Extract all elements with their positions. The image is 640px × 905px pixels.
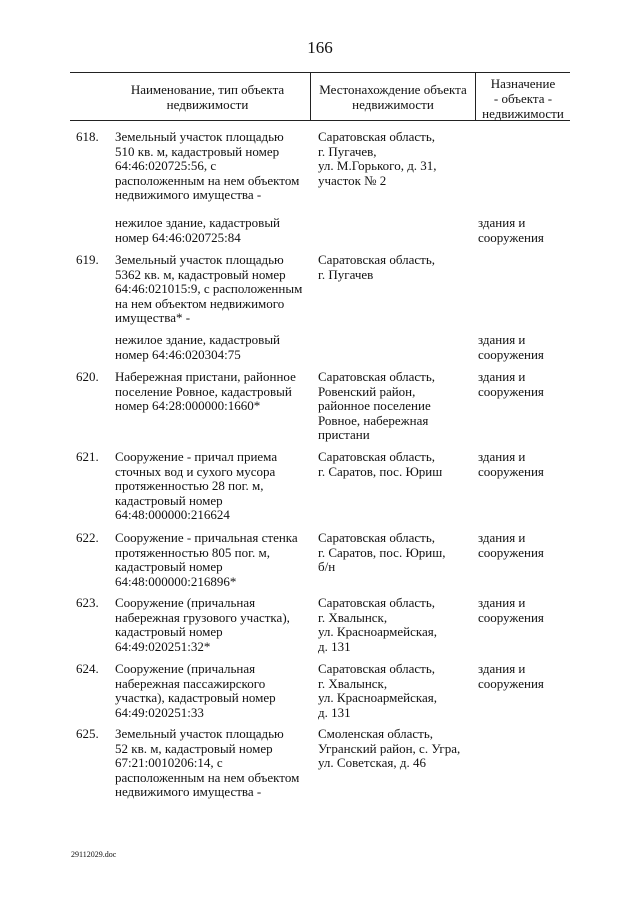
object-purpose: здания и сооружения: [478, 332, 544, 362]
object-location: Саратовская область, г. Пугачев: [318, 252, 436, 282]
header-location: Местонахождение объекта недвижимости: [319, 82, 467, 112]
object-location: Саратовская область, г. Пугачев, ул. М.Горького, д. 31, участок № 2: [318, 129, 437, 188]
header-name: Наименование, тип объекта недвижимости: [130, 82, 285, 112]
object-name: Набережная пристани, районное поселение Ровное, кадастровый номер 64:28:000000:1660*: [115, 369, 296, 413]
object-purpose: здания и сооружения: [478, 215, 544, 245]
row-number: 618.: [76, 129, 99, 144]
header-purpose: Назначение - объекта - недвижимости: [482, 76, 564, 121]
object-location: Саратовская область, г. Хвалынск, ул. Красноармейская, д. 131: [318, 595, 437, 654]
object-name: Сооружение - причал приема сточных вод и сухого мусора протяженностью 28 пог. м, кадастровый номер 64:48:000000:216624: [115, 449, 278, 522]
object-purpose: здания и сооружения: [478, 530, 544, 560]
object-purpose: здания и сооружения: [478, 661, 544, 691]
object-purpose: здания и сооружения: [478, 369, 544, 399]
object-name: Сооружение - причальная стенка протяженностью 805 пог. м, кадастровый номер 64:48:000000:216896*: [115, 530, 298, 589]
row-number: 624.: [76, 661, 99, 676]
row-number: 621.: [76, 449, 99, 464]
object-location: Саратовская область, г. Саратов, пос. Юриш: [318, 449, 443, 479]
row-number: 623.: [76, 595, 99, 610]
row-number: 625.: [76, 726, 99, 741]
object-purpose: здания и сооружения: [478, 449, 544, 479]
object-location: Смоленская область, Угранский район, с. Угра, ул. Советская, д. 46: [318, 726, 461, 770]
object-name: Земельный участок площадью 52 кв. м, кадастровый номер 67:21:0010206:14, с расположенным на нем объектом недвижимого имущества -: [115, 726, 300, 799]
page-number: 166: [307, 38, 333, 57]
footer-filename: 29112029.doc: [71, 850, 117, 859]
object-name: Земельный участок площадью 510 кв. м, кадастровый номер 64:46:020725:56, с расположенным на нем объектом недвижимого имущества -: [115, 129, 300, 202]
object-name: нежилое здание, кадастровый номер 64:46:020304:75: [115, 332, 281, 362]
row-number: 620.: [76, 369, 99, 384]
object-name: Сооружение (причальная набережная грузового участка), кадастровый номер 64:49:020251:32*: [115, 595, 290, 654]
object-name: Сооружение (причальная набережная пассажирского участка), кадастровый номер 64:49:020251:33: [115, 661, 276, 720]
object-location: Саратовская область, г. Хвалынск, ул. Красноармейская, д. 131: [318, 661, 437, 720]
object-purpose: здания и сооружения: [478, 595, 544, 625]
object-name: нежилое здание, кадастровый номер 64:46:020725:84: [115, 215, 281, 245]
row-number: 622.: [76, 530, 99, 545]
object-location: Саратовская область, Ровенский район, районное поселение Ровное, набережная пристани: [318, 369, 436, 442]
object-name: Земельный участок площадью 5362 кв. м, кадастровый номер 64:46:021015:9, с расположенным на нем объектом недвижимого имущества* -: [115, 252, 303, 325]
row-number: 619.: [76, 252, 99, 267]
object-location: Саратовская область, г. Саратов, пос. Юриш, б/н: [318, 530, 446, 574]
